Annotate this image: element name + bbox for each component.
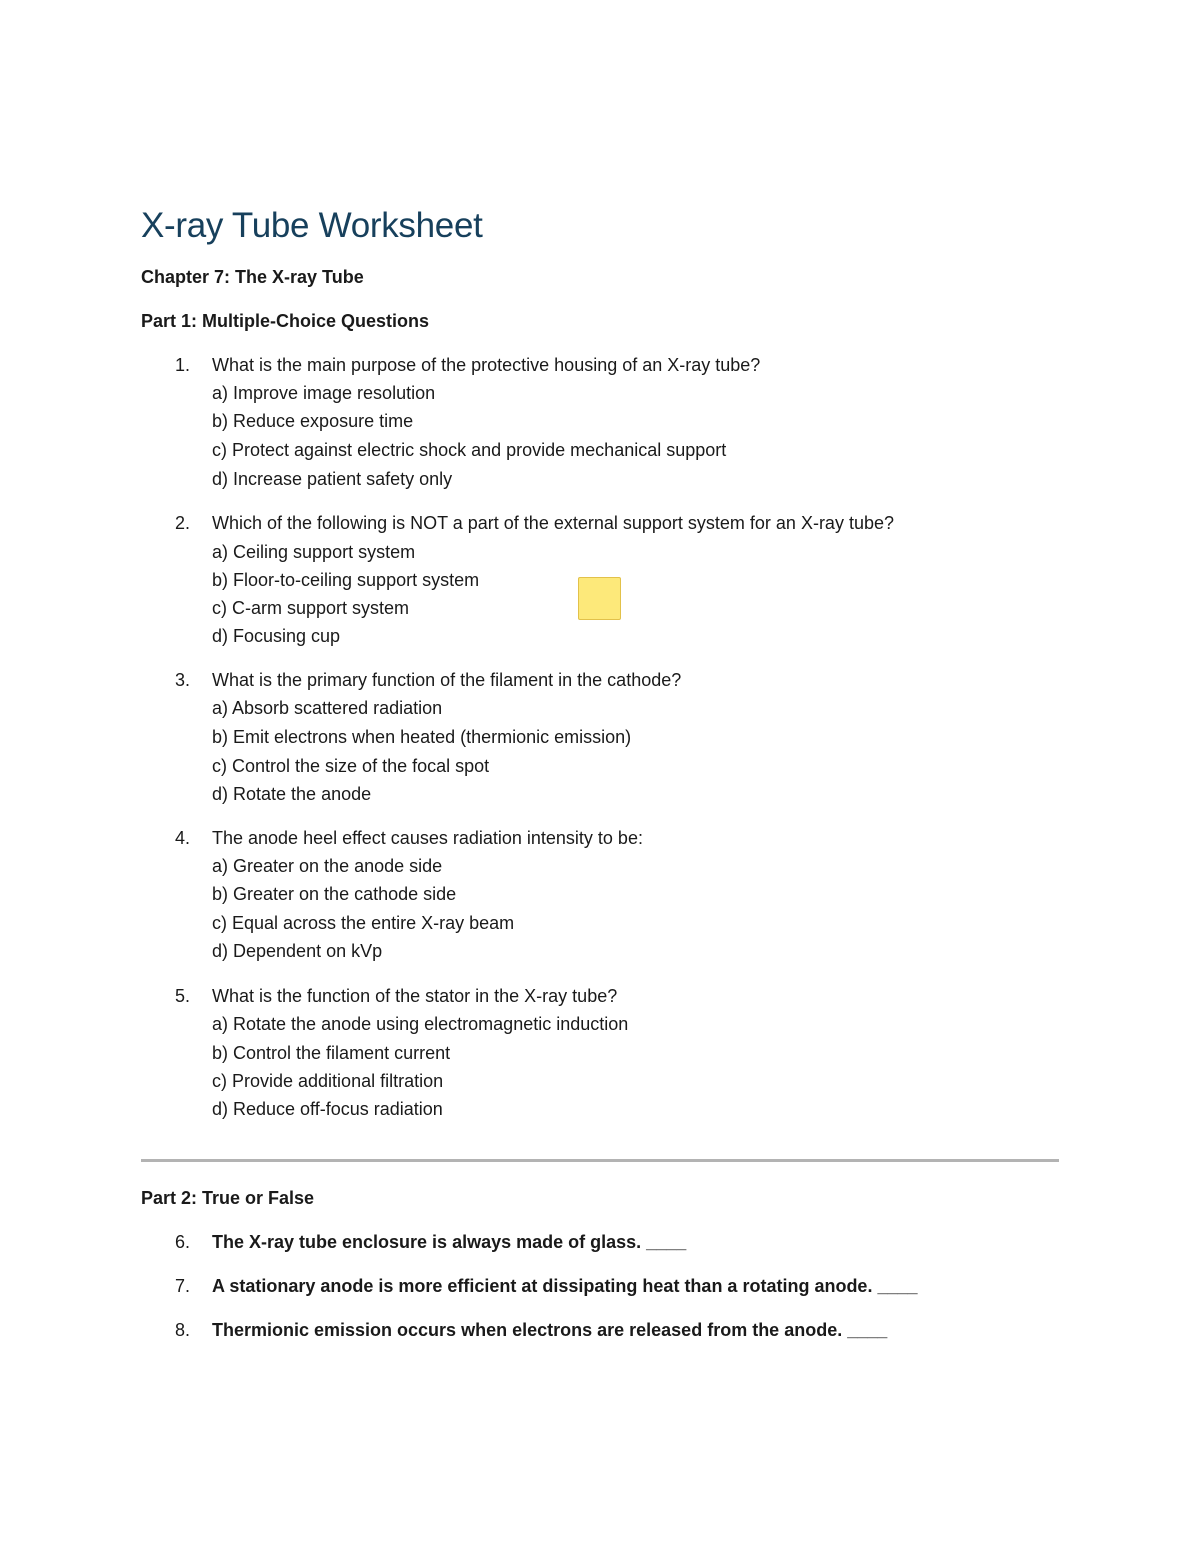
answer-option: c) Protect against electric shock and provide mechanical support	[212, 440, 727, 460]
answer-option: b) Greater on the cathode side	[212, 884, 457, 904]
sticky-note-icon[interactable]	[578, 577, 621, 620]
answer-option: b) Reduce exposure time	[212, 411, 414, 431]
answer-option: a) Rotate the anode using electromagnetic induction	[212, 1014, 629, 1034]
answer-option: d) Focusing cup	[212, 626, 341, 646]
part1-heading: Part 1: Multiple-Choice Questions	[141, 311, 430, 331]
answer-option: c) Equal across the entire X-ray beam	[212, 913, 515, 933]
part2-heading: Part 2: True or False	[141, 1188, 315, 1208]
answer-option: d) Rotate the anode	[212, 784, 372, 804]
question-number: 7.	[175, 1276, 191, 1296]
answer-option: c) C-arm support system	[212, 598, 410, 618]
answer-option: a) Improve image resolution	[212, 383, 436, 403]
answer-option: a) Ceiling support system	[212, 542, 416, 562]
question-text: What is the main purpose of the protective housing of an X-ray tube?	[212, 355, 761, 375]
answer-option: c) Control the size of the focal spot	[212, 756, 490, 776]
question-number: 1.	[175, 355, 191, 375]
answer-option: d) Reduce off-focus radiation	[212, 1099, 443, 1119]
answer-option: b) Emit electrons when heated (thermionic emission)	[212, 727, 632, 747]
question-text: What is the function of the stator in the X-ray tube?	[212, 986, 618, 1006]
question-number: 4.	[175, 828, 191, 848]
section-divider	[141, 1159, 1059, 1162]
question-text: The X-ray tube enclosure is always made of glass. ____	[212, 1232, 687, 1252]
question-number: 6.	[175, 1232, 191, 1252]
answer-option: d) Increase patient safety only	[212, 469, 453, 489]
question-text: The anode heel effect causes radiation intensity to be:	[212, 828, 643, 848]
question-number: 5.	[175, 986, 191, 1006]
question-number: 8.	[175, 1320, 191, 1340]
question-text: Which of the following is NOT a part of the external support system for an X-ray tube?	[212, 513, 894, 533]
question-text: A stationary anode is more efficient at dissipating heat than a rotating anode. ____	[212, 1276, 918, 1296]
question-text: Thermionic emission occurs when electrons are released from the anode. ____	[212, 1320, 888, 1340]
answer-option: a) Absorb scattered radiation	[212, 698, 443, 718]
answer-option: b) Control the filament current	[212, 1043, 451, 1063]
question-number: 3.	[175, 670, 191, 690]
chapter-heading: Chapter 7: The X-ray Tube	[141, 267, 364, 287]
question-text: What is the primary function of the filament in the cathode?	[212, 670, 682, 690]
question-number: 2.	[175, 513, 191, 533]
answer-option: a) Greater on the anode side	[212, 856, 443, 876]
answer-option: d) Dependent on kVp	[212, 941, 383, 961]
page-title: X-ray Tube Worksheet	[141, 206, 483, 245]
answer-option: c) Provide additional filtration	[212, 1071, 444, 1091]
answer-option: b) Floor-to-ceiling support system	[212, 570, 480, 590]
